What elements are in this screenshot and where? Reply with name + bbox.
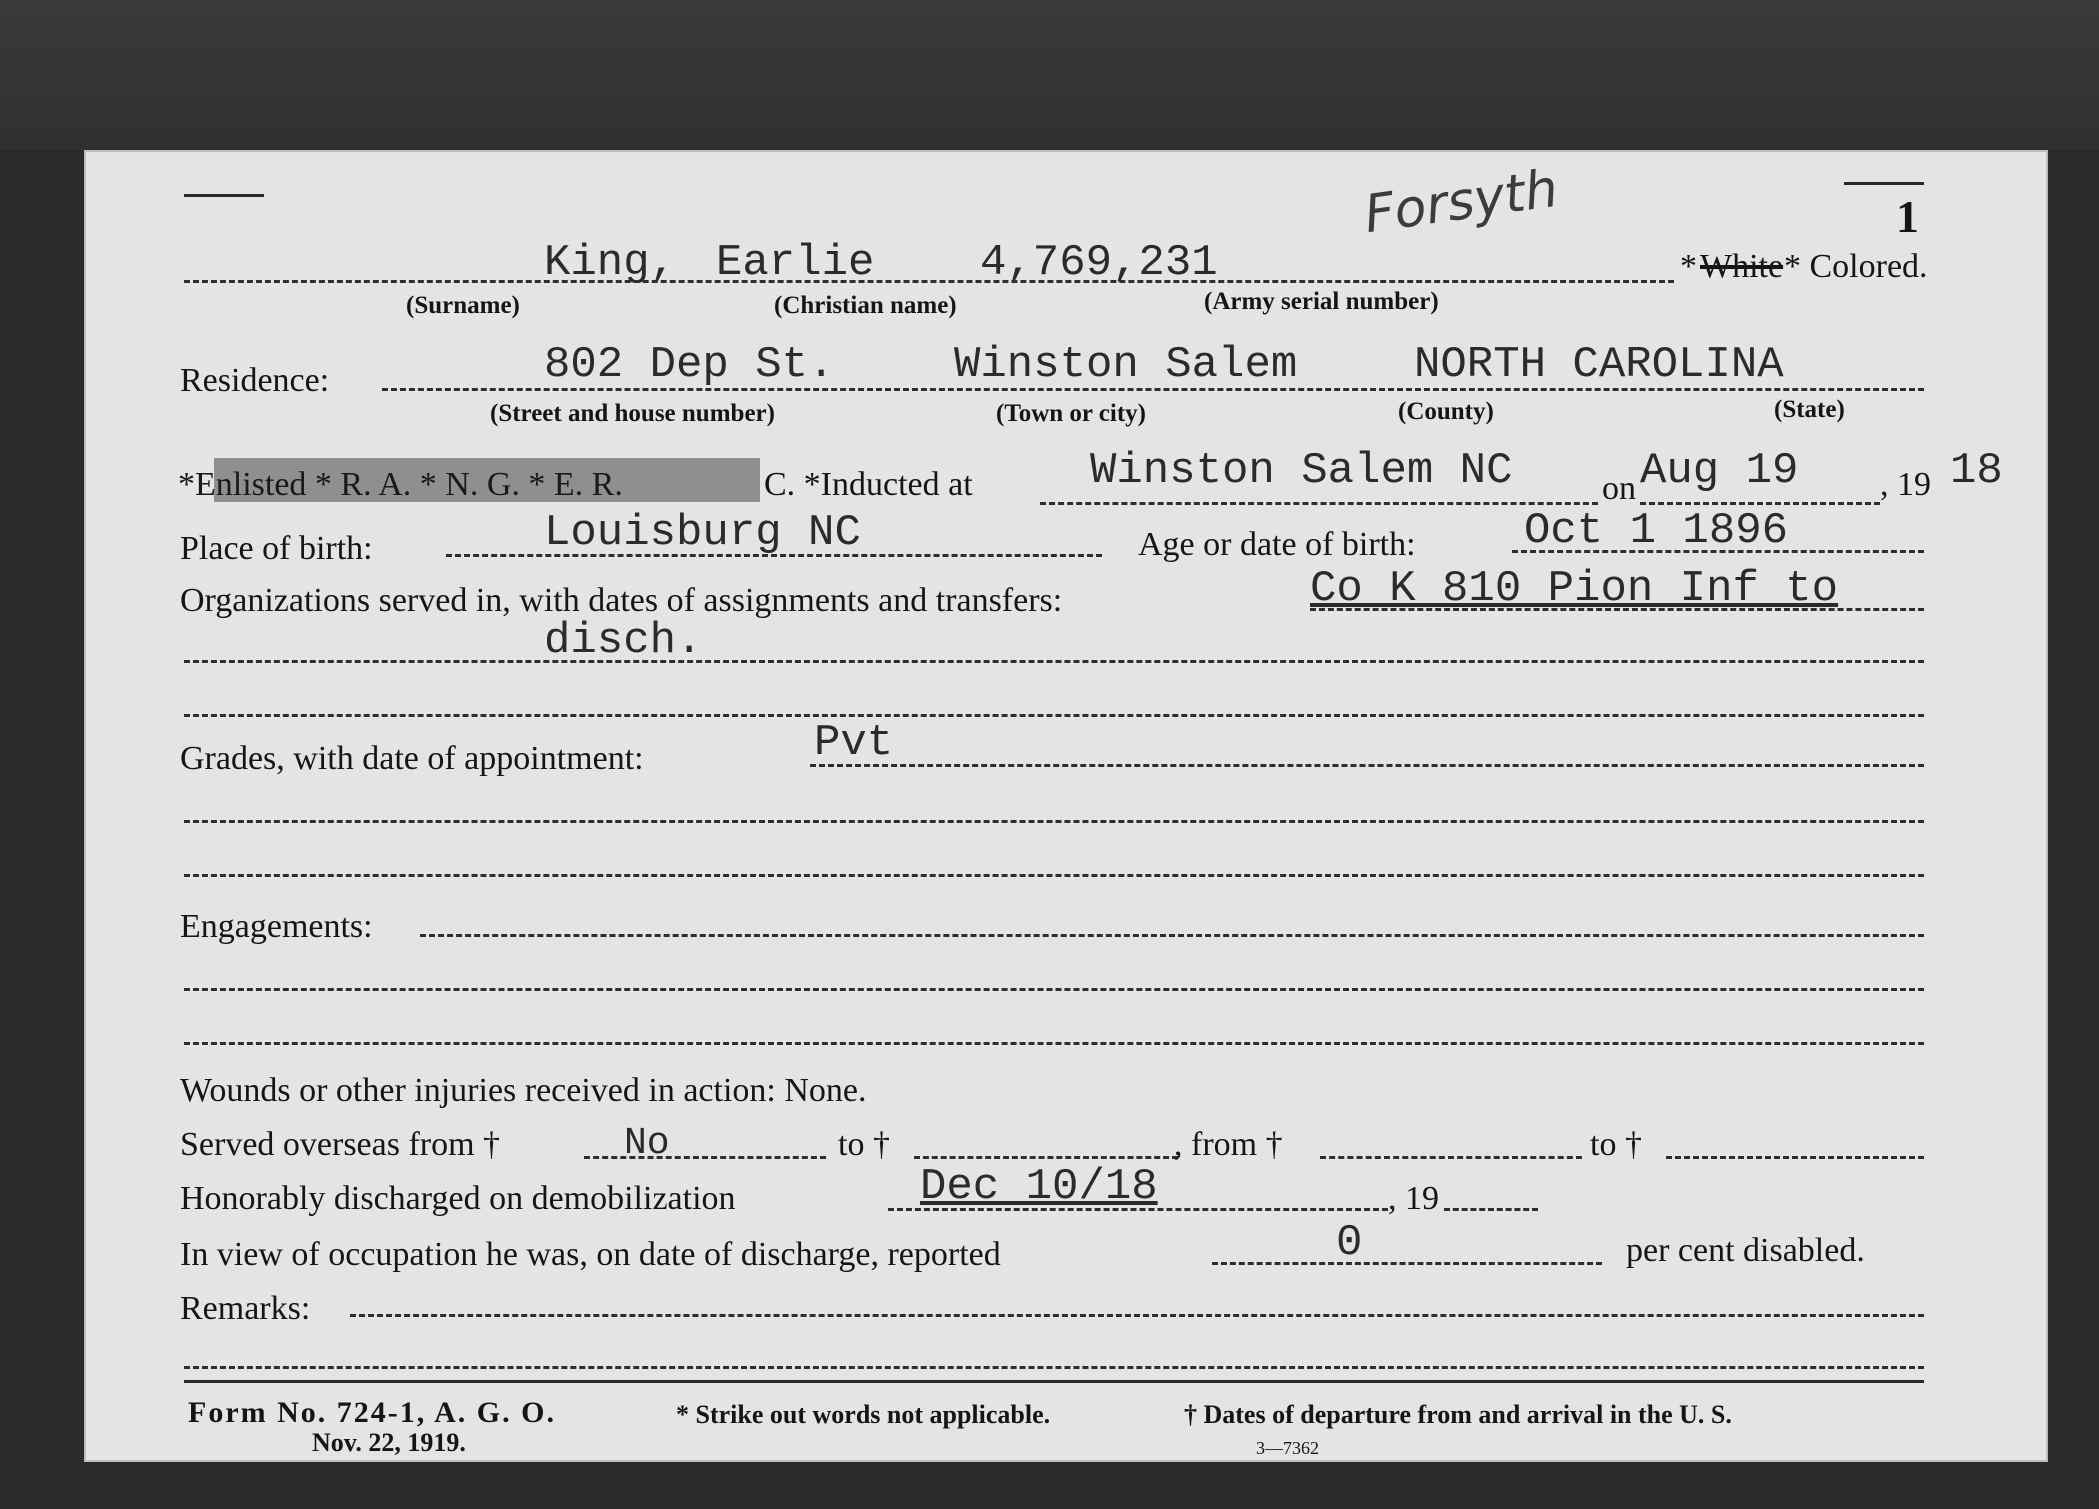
engagements-line2 <box>184 988 1924 991</box>
inducted-place-value: Winston Salem NC <box>1090 446 1513 496</box>
christian-name-value: Earlie <box>716 238 875 288</box>
top-right-rule <box>1844 182 1924 185</box>
colored-label: * Colored. <box>1784 248 1928 285</box>
organizations-value-line1: Co K 810 Pion Inf to <box>1310 564 1839 614</box>
disability-line <box>1212 1262 1602 1265</box>
birth-date-line <box>1512 550 1924 553</box>
inducted-place-line <box>1040 502 1598 505</box>
discharge-year-prefix: , 19 <box>1388 1180 1439 1217</box>
top-left-rule <box>184 194 264 197</box>
discharge-date-value: Dec 10/18 <box>920 1162 1158 1212</box>
organizations-line3 <box>184 714 1924 717</box>
surname-value: King, <box>544 238 677 288</box>
print-code: 3—7362 <box>1256 1438 1319 1458</box>
wounds-text: Wounds or other injuries received in action: None. <box>180 1072 867 1109</box>
birth-date-label: Age or date of birth: <box>1138 526 1416 563</box>
overseas-to2-label: to † <box>1590 1126 1642 1163</box>
induction-date-line <box>1640 502 1880 505</box>
dates-note: † Dates of departure from and arrival in the U. S. <box>1184 1400 1732 1429</box>
race-star: * <box>1680 248 1697 285</box>
overseas-to2-line <box>1666 1156 1924 1159</box>
state-value: NORTH CAROLINA <box>1414 340 1784 390</box>
street-caption: (Street and house number) <box>490 400 775 427</box>
discharge-year-line <box>1444 1208 1538 1211</box>
inducted-label: C. *Inducted at <box>764 466 973 503</box>
birth-place-value: Louisburg NC <box>544 508 861 558</box>
christian-name-caption: (Christian name) <box>774 292 957 319</box>
street-value: 802 Dep St. <box>544 340 835 390</box>
overseas-label: Served overseas from † <box>180 1126 501 1163</box>
overseas-to1-line <box>914 1156 1178 1159</box>
white-label: White <box>1700 248 1784 285</box>
form-number: Form No. 724-1, A. G. O. <box>188 1396 556 1429</box>
card-number: 1 <box>1896 191 1919 242</box>
name-line <box>184 280 1674 283</box>
disability-suffix: per cent disabled. <box>1626 1232 1865 1269</box>
birth-date-value: Oct 1 1896 <box>1524 506 1789 556</box>
on-label: on <box>1602 470 1636 507</box>
remarks-line1 <box>350 1314 1924 1317</box>
county-caption: (County) <box>1398 398 1494 425</box>
organizations-line1 <box>1310 608 1924 611</box>
overseas-to1-label: to † <box>838 1126 890 1163</box>
overseas-value: No <box>624 1122 670 1165</box>
county-handwritten-note: Forsyth <box>1360 158 1562 246</box>
discharge-date-line <box>888 1208 1388 1211</box>
overseas-from2-line <box>1320 1156 1582 1159</box>
birth-place-label: Place of birth: <box>180 530 373 567</box>
remarks-label: Remarks: <box>180 1290 311 1327</box>
residence-line <box>382 388 1924 391</box>
strike-note: * Strike out words not applicable. <box>676 1400 1051 1429</box>
surname-caption: (Surname) <box>406 292 520 319</box>
form-date: Nov. 22, 1919. <box>312 1428 466 1457</box>
residence-label: Residence: <box>180 362 330 399</box>
discharge-label: Honorably discharged on demobilization <box>180 1180 736 1217</box>
footer-rule <box>184 1380 1924 1383</box>
organizations-line2 <box>184 660 1924 663</box>
induction-date-value: Aug 19 <box>1640 446 1799 496</box>
organizations-value-line2: disch. <box>544 616 703 666</box>
town-caption: (Town or city) <box>996 400 1146 427</box>
overseas-from-line <box>584 1156 826 1159</box>
engagements-line1 <box>420 934 1924 937</box>
grades-line3 <box>184 874 1924 877</box>
overseas-from2-label: , from † <box>1174 1126 1283 1163</box>
induction-year-value: 18 <box>1950 446 2003 496</box>
state-caption: (State) <box>1774 396 1845 423</box>
enlisted-options: *Enlisted * R. A. * N. G. * E. R. <box>178 466 623 503</box>
town-value: Winston Salem <box>954 340 1298 390</box>
remarks-line2 <box>184 1366 1924 1369</box>
engagements-label: Engagements: <box>180 908 373 945</box>
scan-background <box>0 0 2099 150</box>
organizations-label: Organizations served in, with dates of assignments and transfers: <box>180 582 1063 619</box>
serial-number-value: 4,769,231 <box>980 238 1218 288</box>
induction-year-prefix: , 19 <box>1880 466 1931 503</box>
engagements-line3 <box>184 1042 1924 1045</box>
grades-value: Pvt <box>814 718 894 768</box>
serial-number-caption: (Army serial number) <box>1204 288 1439 315</box>
grades-line1 <box>810 764 1924 767</box>
grades-line2 <box>184 820 1924 823</box>
grades-label: Grades, with date of appointment: <box>180 740 644 777</box>
disability-value: 0 <box>1336 1218 1363 1268</box>
service-record-card <box>84 150 2048 1462</box>
birth-place-line <box>446 554 1102 557</box>
disability-label: In view of occupation he was, on date of discharge, reported <box>180 1236 1001 1273</box>
